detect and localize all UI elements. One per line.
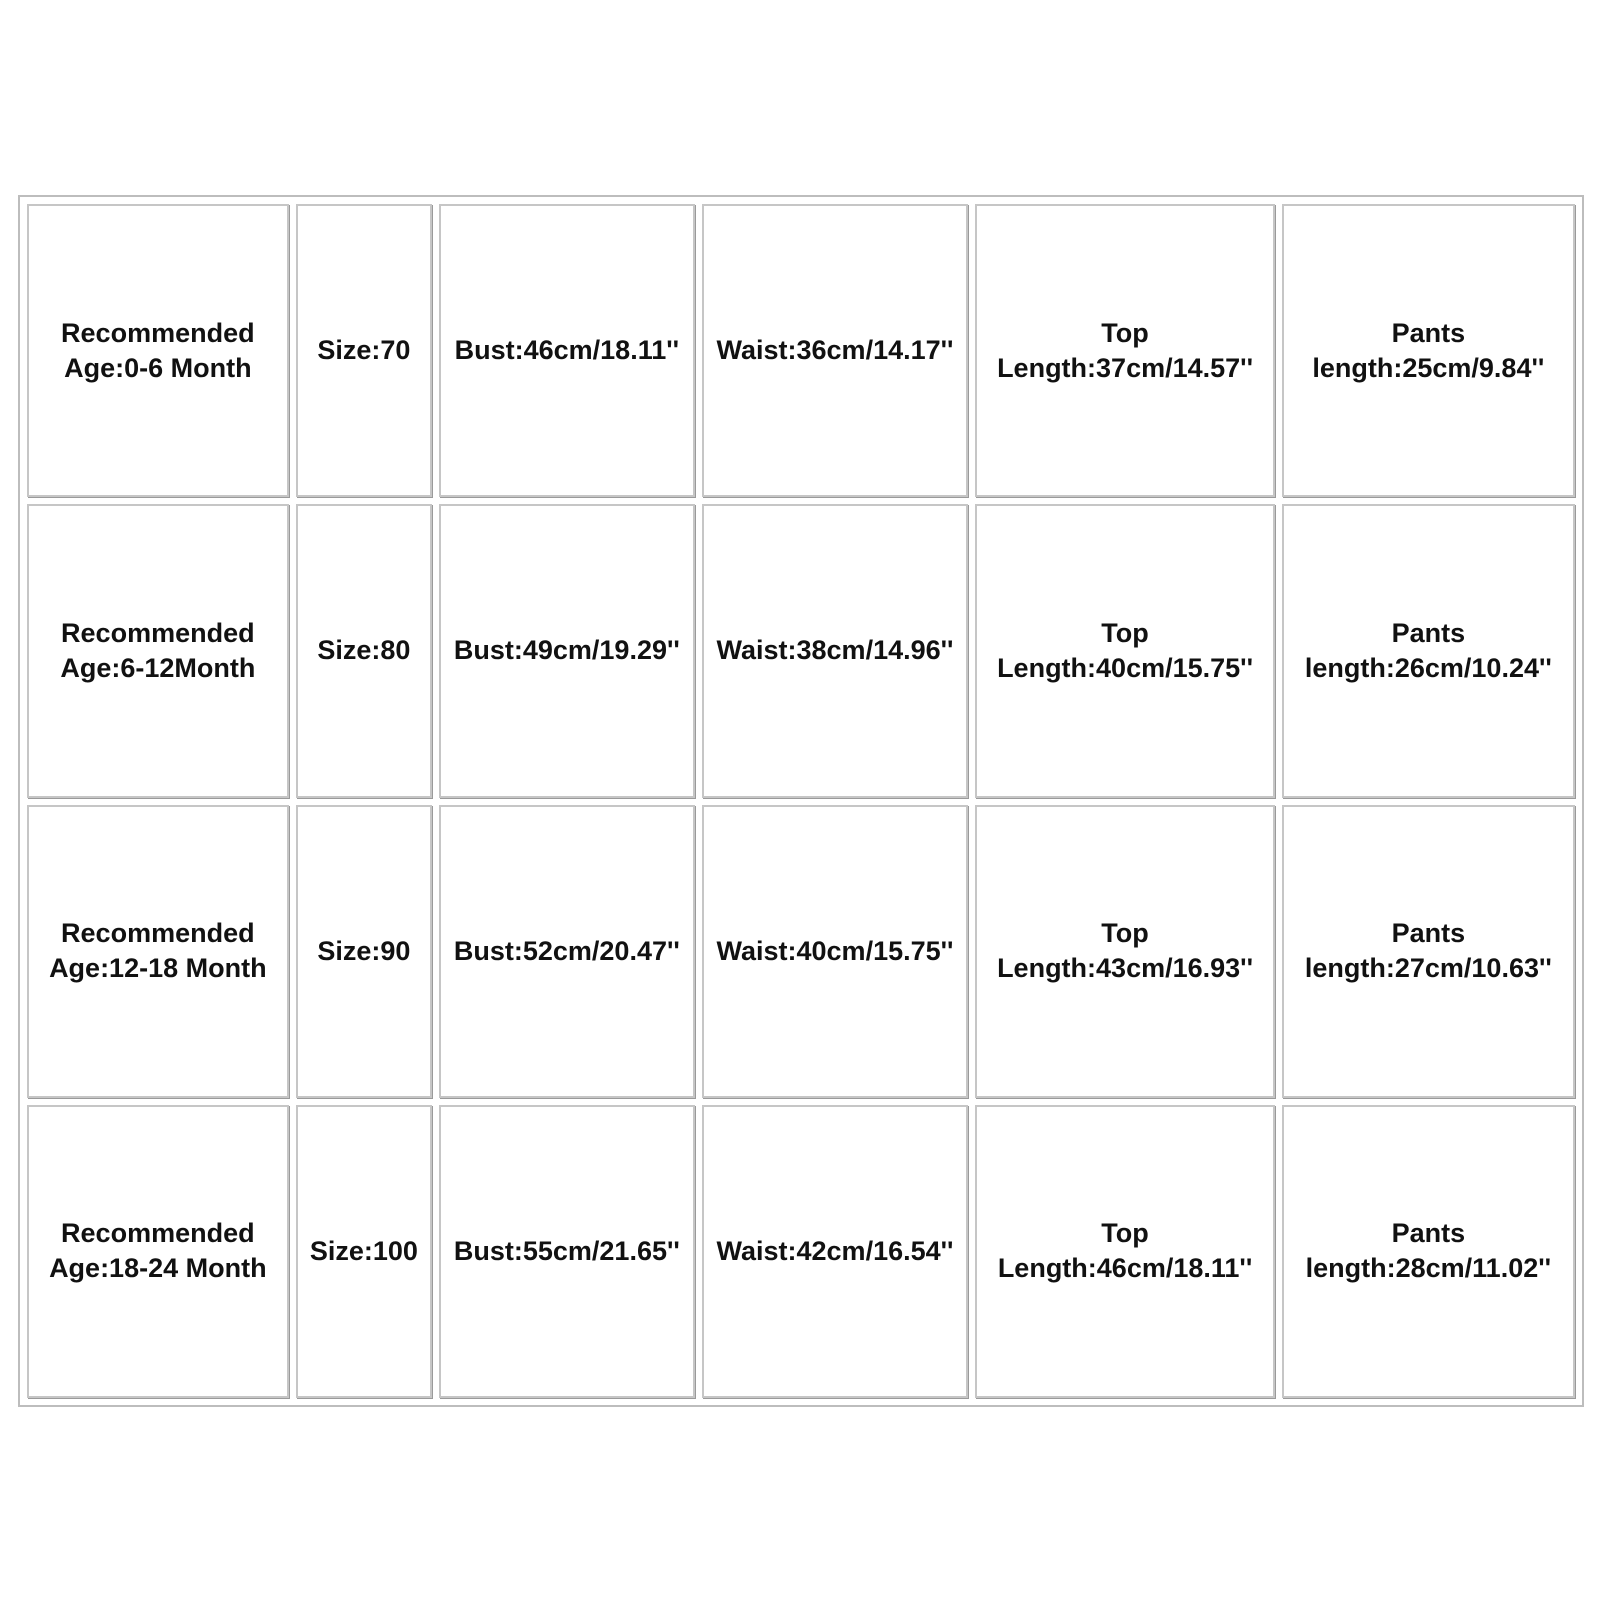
top-length-cell: Top Length:46cm/18.11'' [975, 1105, 1274, 1398]
bust-cell: Bust:46cm/18.11'' [439, 204, 695, 497]
age-cell: Recommended Age:6-12Month [27, 504, 289, 797]
table-row [27, 805, 1575, 1098]
waist-cell: Waist:36cm/14.17'' [702, 204, 969, 497]
top-length-cell: Top Length:43cm/16.93'' [975, 805, 1274, 1098]
age-cell: Recommended Age:0-6 Month [27, 204, 289, 497]
table-row [27, 204, 1575, 497]
pants-length-cell: Pants length:26cm/10.24'' [1282, 504, 1575, 797]
size-cell: Size:100 [296, 1105, 432, 1398]
table-row [27, 1105, 1575, 1398]
top-length-cell: Top Length:37cm/14.57'' [975, 204, 1274, 497]
pants-length-cell: Pants length:27cm/10.63'' [1282, 805, 1575, 1098]
size-cell: Size:80 [296, 504, 432, 797]
size-cell: Size:90 [296, 805, 432, 1098]
bust-cell: Bust:55cm/21.65'' [439, 1105, 695, 1398]
pants-length-cell: Pants length:28cm/11.02'' [1282, 1105, 1575, 1398]
bust-cell: Bust:52cm/20.47'' [439, 805, 695, 1098]
size-cell: Size:70 [296, 204, 432, 497]
waist-cell: Waist:40cm/15.75'' [702, 805, 969, 1098]
age-cell: Recommended Age:12-18 Month [27, 805, 289, 1098]
age-cell: Recommended Age:18-24 Month [27, 1105, 289, 1398]
waist-cell: Waist:38cm/14.96'' [702, 504, 969, 797]
top-length-cell: Top Length:40cm/15.75'' [975, 504, 1274, 797]
table-row [27, 504, 1575, 797]
size-chart-table [18, 195, 1584, 1407]
bust-cell: Bust:49cm/19.29'' [439, 504, 695, 797]
pants-length-cell: Pants length:25cm/9.84'' [1282, 204, 1575, 497]
waist-cell: Waist:42cm/16.54'' [702, 1105, 969, 1398]
